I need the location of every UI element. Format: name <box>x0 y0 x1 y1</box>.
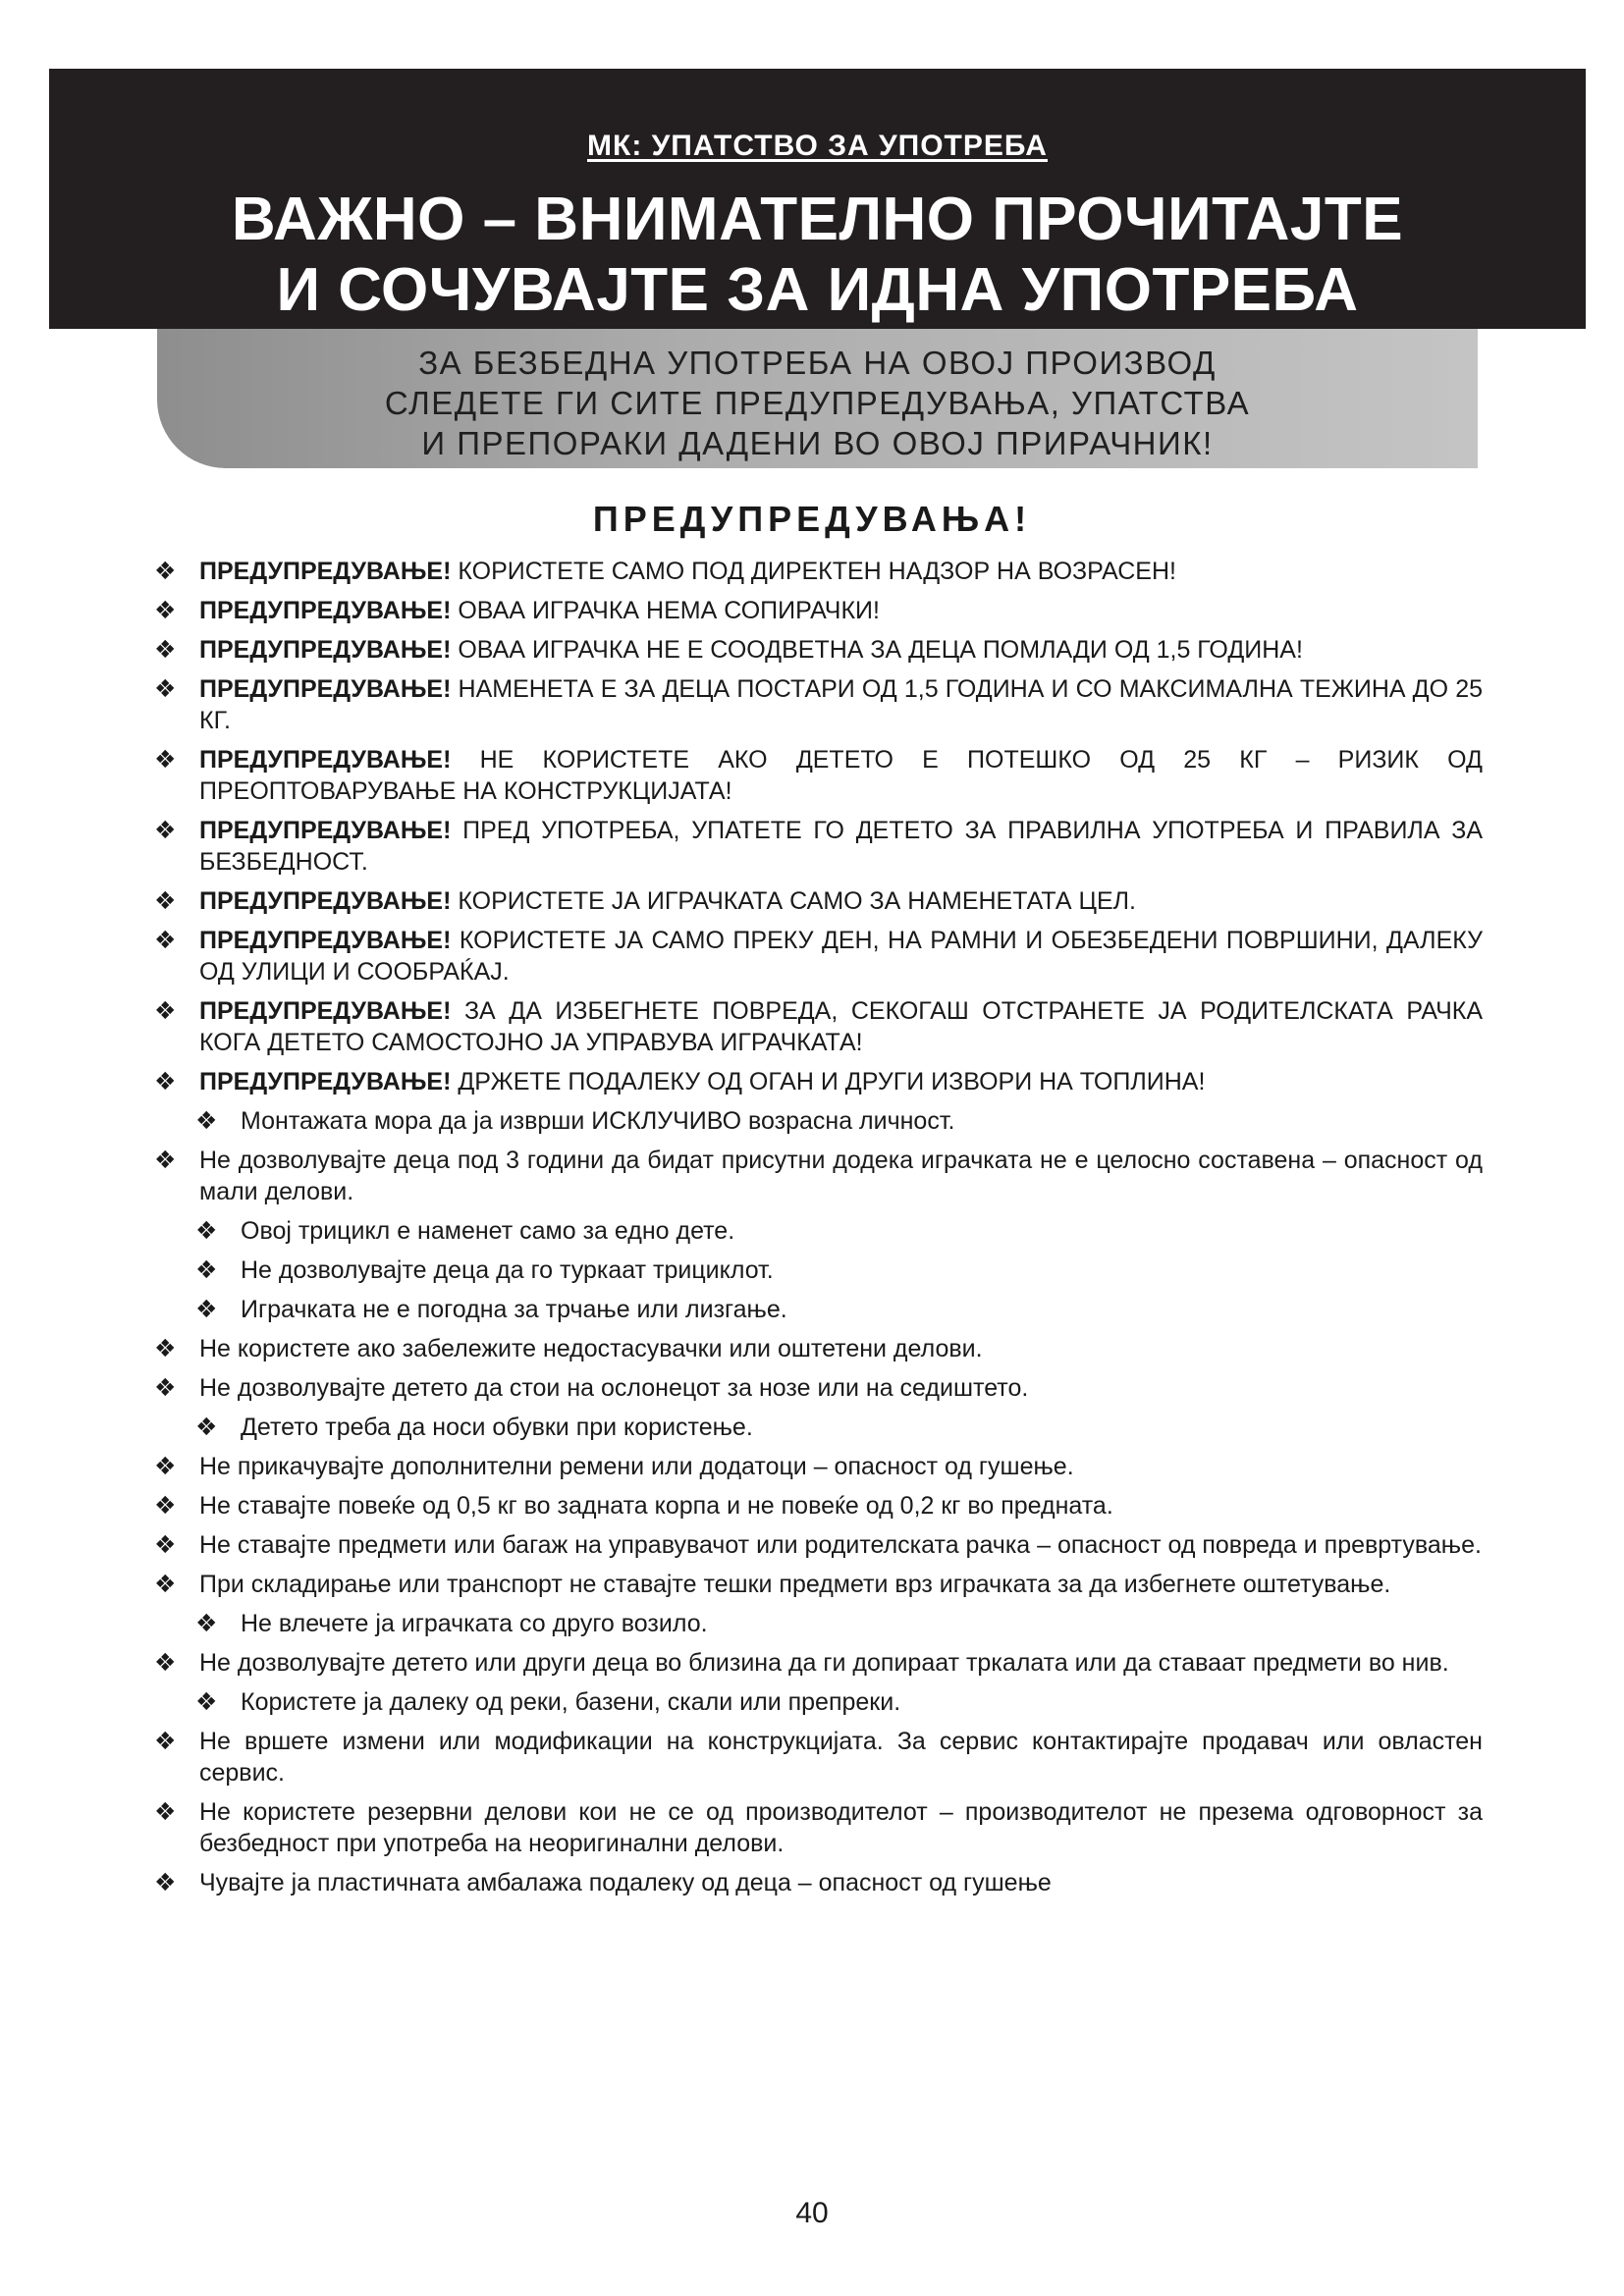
list-item <box>152 1867 1483 1898</box>
item-text: Не дозволувајте детето да стои на ослонецот за нозе или на седиштето. <box>199 1374 1029 1402</box>
item-text: ПРЕД УПОТРЕБА, УПАТЕТЕ ГО ДЕТЕТО ЗА ПРАВИЛНА УПОТРЕБА И ПРАВИЛА ЗА БЕЗБЕДНОСТ. <box>199 817 1483 876</box>
item-text: Не користете резервни делови кои не се од производителот – производителот не презема одговорност за безбедност при употреба на неоригинални делови. <box>199 1798 1483 1857</box>
bullet-diamond-icon: ❖ <box>154 1649 177 1677</box>
list-item <box>193 1608 1483 1639</box>
list-item <box>152 1647 1483 1679</box>
list-item <box>152 1726 1483 1789</box>
list-item <box>152 1569 1483 1600</box>
page-header <box>49 69 1586 329</box>
list-item <box>193 1686 1483 1718</box>
list-item <box>152 1066 1483 1097</box>
item-text: Играчката не е погодна за трчање или лизгање. <box>241 1296 787 1323</box>
item-text: Овој трицикл е наменет само за едно дете. <box>241 1217 735 1245</box>
item-text: Не дозволувајте деца да го туркаат трициклот. <box>241 1256 774 1284</box>
item-text: Не ставајте повеќе од 0,5 кг во задната корпа и не повеќе од 0,2 кг во предната. <box>199 1492 1113 1520</box>
list-item <box>152 1529 1483 1561</box>
bullet-diamond-icon: ❖ <box>195 1688 218 1716</box>
bullet-diamond-icon: ❖ <box>154 636 177 664</box>
list-item <box>152 1451 1483 1482</box>
list-item <box>152 673 1483 736</box>
warning-lead: ПРЕДУПРЕДУВАЊЕ! <box>199 1068 452 1095</box>
bullet-diamond-icon: ❖ <box>195 1296 218 1323</box>
item-text: ДРЖЕТЕ ПОДАЛЕКУ ОД ОГАН И ДРУГИ ИЗВОРИ НА ТОПЛИНА! <box>451 1068 1206 1095</box>
item-text: Не ставајте предмети или багаж на управувачот или родителската рачка – опасност од повреда и превртување. <box>199 1531 1482 1559</box>
bullet-diamond-icon: ❖ <box>195 1610 218 1637</box>
warning-lead: ПРЕДУПРЕДУВАЊЕ! <box>199 636 452 664</box>
banner-line-1: ЗА БЕЗБЕДНА УПОТРЕБА НА ОВОЈ ПРОИЗВОД <box>418 345 1217 381</box>
item-text: Чувајте ја пластичната амбалажа подалеку од деца – опасност од гушење <box>199 1869 1052 1896</box>
item-text: При складирање или транспорт не ставајте тешки предмети врз играчката за да избегнете оштетување. <box>199 1571 1391 1598</box>
item-text: Користете ја далеку од реки, базени, скали или препреки. <box>241 1688 901 1716</box>
item-text: Не дозволувајте детето или други деца во близина да ги допираат тркалата или да ставаат предмети во нив. <box>199 1649 1449 1677</box>
item-text: Не користете ако забележите недостасувачки или оштетени делови. <box>199 1335 983 1362</box>
bullet-diamond-icon: ❖ <box>154 1571 177 1598</box>
list-item <box>193 1105 1483 1137</box>
bullet-diamond-icon: ❖ <box>195 1414 218 1441</box>
bullet-diamond-icon: ❖ <box>154 1492 177 1520</box>
page-number: 40 <box>795 2197 829 2229</box>
warning-lead: ПРЕДУПРЕДУВАЊЕ! <box>199 927 452 954</box>
item-text: НАМЕНЕТА Е ЗА ДЕЦА ПОСТАРИ ОД 1,5 ГОДИНА И СО МАКСИМАЛНА ТЕЖИНА ДО 25 КГ. <box>199 675 1483 734</box>
bullet-diamond-icon: ❖ <box>154 1068 177 1095</box>
safety-banner <box>157 329 1478 468</box>
bullet-diamond-icon: ❖ <box>154 1335 177 1362</box>
bullet-diamond-icon: ❖ <box>154 1453 177 1480</box>
banner-line-2: СЛЕДЕТЕ ГИ СИТЕ ПРЕДУПРЕДУВАЊА, УПАТСТВА <box>384 385 1251 421</box>
list-item <box>152 925 1483 988</box>
list-item <box>152 1490 1483 1522</box>
bullet-diamond-icon: ❖ <box>195 1217 218 1245</box>
list-item <box>152 885 1483 917</box>
item-text: Детето треба да носи обувки при користење. <box>241 1414 753 1441</box>
item-text: ОВАА ИГРАЧКА НЕМА СОПИРАЧКИ! <box>451 597 880 624</box>
list-item <box>152 995 1483 1058</box>
bullet-diamond-icon: ❖ <box>195 1107 218 1135</box>
item-text: ОВАА ИГРАЧКА НЕ Е СООДВЕТНА ЗА ДЕЦА ПОМЛАДИ ОД 1,5 ГОДИНА! <box>451 636 1303 664</box>
bullet-diamond-icon: ❖ <box>154 817 177 844</box>
list-item <box>152 634 1483 666</box>
item-text: КОРИСТЕТЕ ЈА САМО ПРЕКУ ДЕН, НА РАМНИ И ОБЕЗБЕДЕНИ ПОВРШИНИ, ДАЛЕКУ ОД УЛИЦИ И СООБРАЌАЈ. <box>199 927 1483 986</box>
item-text: ЗА ДА ИЗБЕГНЕТЕ ПОВРЕДА, СЕКОГАШ ОТСТРАНЕТЕ ЈА РОДИТЕЛСКАТА РАЧКА КОГА ДЕТЕТО САМОСТОЈНО ЈА УПРАВУВА ИГРАЧКАТА! <box>199 997 1483 1056</box>
warning-lead: ПРЕДУПРЕДУВАЊЕ! <box>199 746 452 774</box>
item-text: Не дозволувајте деца под 3 години да бидат присутни додека играчката не е целосно составена – опасност од мали делови. <box>199 1147 1483 1205</box>
title-line-2: И СОЧУВАЈТЕ ЗА ИДНА УПОТРЕБА <box>276 256 1359 324</box>
bullet-diamond-icon: ❖ <box>154 558 177 585</box>
subtitle-text: МК: УПАТСТВО ЗА УПОТРЕБА <box>587 130 1048 162</box>
bullet-diamond-icon: ❖ <box>154 1798 177 1826</box>
item-text: Не вршете измени или модификации на конструкцијата. За сервис контактирајте продавач или овластен сервис. <box>199 1728 1483 1787</box>
bullet-diamond-icon: ❖ <box>154 597 177 624</box>
warning-lead: ПРЕДУПРЕДУВАЊЕ! <box>199 675 452 703</box>
bullet-diamond-icon: ❖ <box>154 997 177 1025</box>
list-item <box>193 1255 1483 1286</box>
title-line-1: ВАЖНО – ВНИМАТЕЛНО ПРОЧИТАЈТЕ <box>231 186 1404 253</box>
item-text: Не влечете ја играчката со друго возило. <box>241 1610 708 1637</box>
warning-list <box>152 556 1483 1906</box>
item-text: КОРИСТЕТЕ ЈА ИГРАЧКАТА САМО ЗА НАМЕНЕТАТА ЦЕЛ. <box>451 887 1136 915</box>
list-item <box>152 815 1483 878</box>
bullet-diamond-icon: ❖ <box>154 887 177 915</box>
item-text: КОРИСТЕТЕ САМО ПОД ДИРЕКТЕН НАДЗОР НА ВОЗРАСЕН! <box>451 558 1176 585</box>
list-item <box>193 1294 1483 1325</box>
bullet-diamond-icon: ❖ <box>154 1374 177 1402</box>
bullet-diamond-icon: ❖ <box>154 1147 177 1174</box>
bullet-diamond-icon: ❖ <box>154 1728 177 1755</box>
warnings-heading: ПРЕДУПРЕДУВАЊА! <box>592 499 1032 539</box>
list-item <box>152 1796 1483 1859</box>
warning-lead: ПРЕДУПРЕДУВАЊЕ! <box>199 558 452 585</box>
list-item <box>193 1412 1483 1443</box>
bullet-diamond-icon: ❖ <box>154 927 177 954</box>
bullet-diamond-icon: ❖ <box>154 1531 177 1559</box>
bullet-diamond-icon: ❖ <box>154 1869 177 1896</box>
warning-lead: ПРЕДУПРЕДУВАЊЕ! <box>199 597 452 624</box>
list-item <box>152 744 1483 807</box>
bullet-diamond-icon: ❖ <box>154 675 177 703</box>
item-text: НЕ КОРИСТЕТЕ АКО ДЕТЕТО Е ПОТЕШКО ОД 25 КГ – РИЗИК ОД ПРЕОПТОВАРУВАЊЕ НА КОНСТРУКЦИЈАТА! <box>199 746 1483 805</box>
warning-lead: ПРЕДУПРЕДУВАЊЕ! <box>199 887 452 915</box>
bullet-diamond-icon: ❖ <box>154 746 177 774</box>
list-item <box>152 595 1483 626</box>
item-text: Монтажата мора да ја изврши ИСКЛУЧИВО возрасна личност. <box>241 1107 955 1135</box>
document-subtitle <box>49 130 1586 163</box>
bullet-diamond-icon: ❖ <box>195 1256 218 1284</box>
warning-lead: ПРЕДУПРЕДУВАЊЕ! <box>199 817 452 844</box>
document-title <box>49 185 1586 326</box>
list-item <box>152 556 1483 587</box>
list-item <box>193 1215 1483 1247</box>
list-item <box>152 1372 1483 1404</box>
warning-lead: ПРЕДУПРЕДУВАЊЕ! <box>199 997 452 1025</box>
item-text: Не прикачувајте дополнителни ремени или додатоци – опасност од гушење. <box>199 1453 1074 1480</box>
banner-line-3: И ПРЕПОРАКИ ДАДЕНИ ВО ОВОЈ ПРИРАЧНИК! <box>421 425 1214 461</box>
list-item <box>152 1145 1483 1207</box>
list-item <box>152 1333 1483 1364</box>
